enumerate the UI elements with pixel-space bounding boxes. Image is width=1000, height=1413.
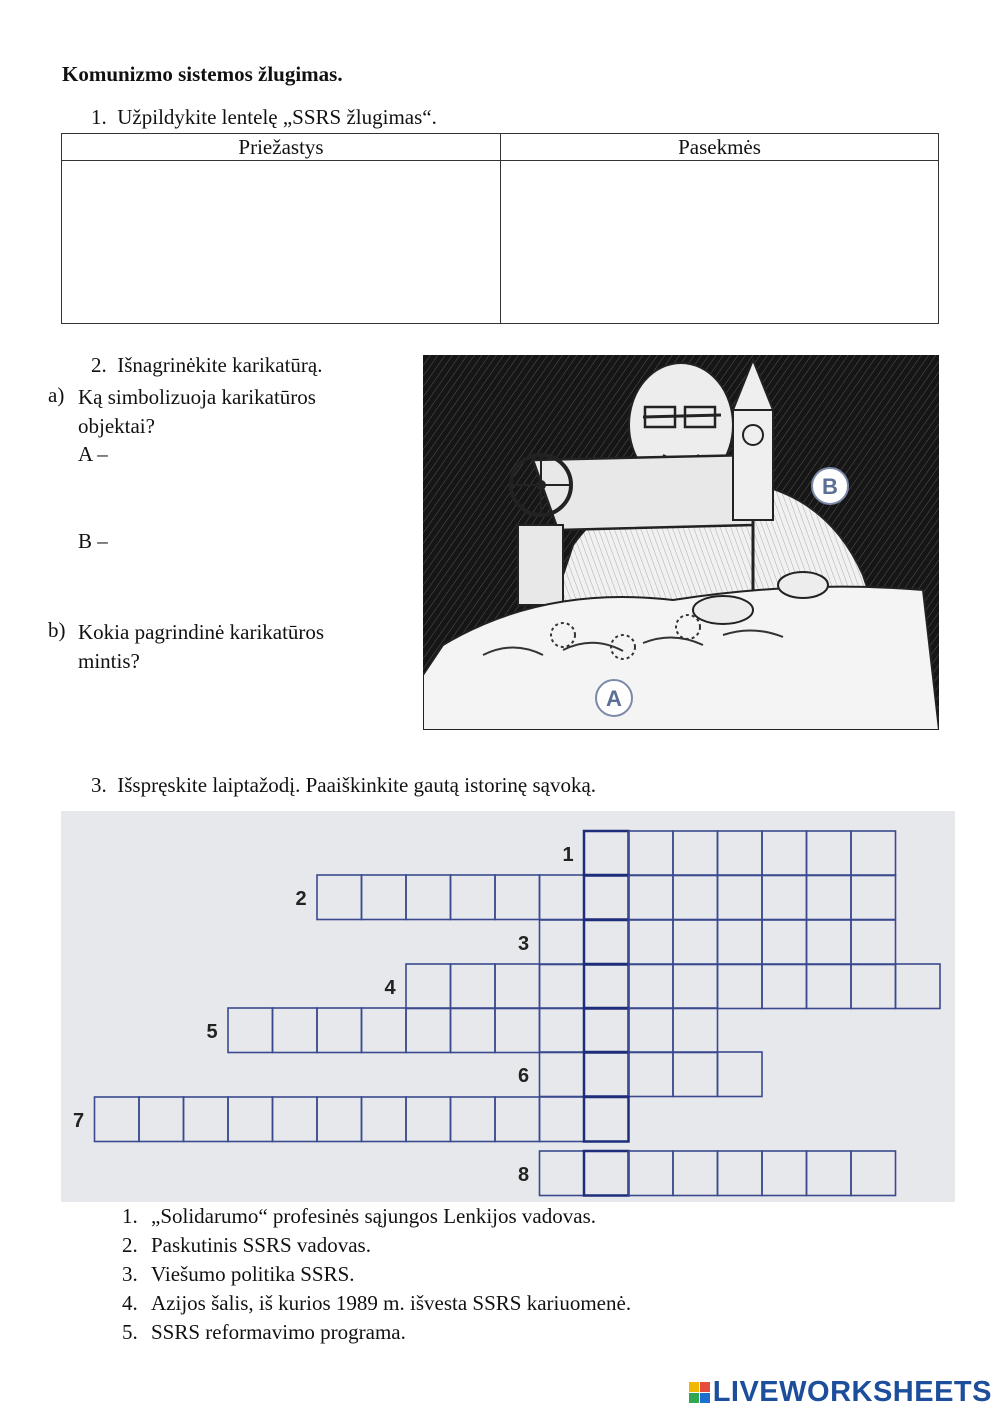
- page-title: Komunizmo sistemos žlugimas.: [62, 62, 343, 86]
- question-b-label: b): [48, 618, 66, 642]
- crossword-cell-row-8[interactable]: [807, 1151, 852, 1196]
- crossword-cell-row-7[interactable]: [540, 1097, 585, 1142]
- crossword-number-3: 3: [517, 933, 530, 955]
- crossword-cell-row-4[interactable]: [718, 964, 763, 1009]
- crossword-cell-row-4[interactable]: [406, 964, 451, 1009]
- clue-5: 5. SSRS reformavimo programa.: [122, 1320, 406, 1344]
- crossword-cell-row-6[interactable]: [629, 1052, 674, 1097]
- crossword-number-4: 4: [384, 977, 396, 999]
- crossword-cell-row-7[interactable]: [406, 1097, 451, 1142]
- crossword-number-1: 1: [562, 844, 574, 866]
- crossword-number-6: 6: [517, 1065, 530, 1087]
- crossword-number-2: 2: [295, 888, 307, 910]
- crossword-cell-row-6[interactable]: [584, 1052, 629, 1097]
- crossword-cell-row-2[interactable]: [718, 875, 763, 920]
- crossword-cell-row-7[interactable]: [362, 1097, 407, 1142]
- crossword-cell-row-4[interactable]: [807, 964, 852, 1009]
- crossword-cell-row-5[interactable]: [673, 1008, 718, 1053]
- task-3-text: Išspręskite laiptažodį. Paaiškinkite gautą istorinę sąvoką.: [117, 773, 597, 797]
- task-2-number: 2.: [91, 353, 107, 377]
- crossword-cell-row-7[interactable]: [495, 1097, 540, 1142]
- crossword-number-7: 7: [72, 1110, 85, 1132]
- task-3-number: 3.: [91, 773, 107, 797]
- crossword-cell-row-8[interactable]: [718, 1151, 763, 1196]
- crossword-cell-row-2[interactable]: [317, 875, 362, 920]
- crossword-cell-row-3[interactable]: [807, 920, 852, 965]
- causes-answer-cell[interactable]: [62, 161, 501, 324]
- crossword-cell-row-2[interactable]: [584, 875, 629, 920]
- crossword-cell-row-3[interactable]: [762, 920, 807, 965]
- table-header-causes: Priežastys: [62, 134, 501, 161]
- crossword-cell-row-4[interactable]: [762, 964, 807, 1009]
- crossword-cell-row-4[interactable]: [584, 964, 629, 1009]
- crossword-cell-row-1[interactable]: [718, 831, 763, 876]
- crossword-cell-row-7[interactable]: [317, 1097, 362, 1142]
- crossword-cell-row-7[interactable]: [139, 1097, 184, 1142]
- crossword-cell-row-2[interactable]: [673, 875, 718, 920]
- crossword-cell-row-7[interactable]: [584, 1097, 629, 1142]
- brand-name: LIVEWORKSHEETS: [712, 1376, 992, 1408]
- crossword-cell-row-3[interactable]: [540, 920, 585, 965]
- task-1-heading: [91, 105, 437, 130]
- table-header-consequences: Pasekmės: [501, 134, 939, 161]
- crossword-cell-row-4[interactable]: [540, 964, 585, 1009]
- clue-1: 1. „Solidarumo“ profesinės sąjungos Lenkijos vadovas.: [122, 1204, 596, 1228]
- clue-4: 4. Azijos šalis, iš kurios 1989 m. išvesta SSRS kariuomenė.: [122, 1291, 632, 1315]
- crossword-cell-row-5[interactable]: [495, 1008, 540, 1053]
- crossword-cell-row-2[interactable]: [495, 875, 540, 920]
- crossword-cell-row-5[interactable]: [228, 1008, 273, 1053]
- crossword-cell-row-8[interactable]: [762, 1151, 807, 1196]
- crossword-cell-row-6[interactable]: [540, 1052, 585, 1097]
- question-a-label: a): [48, 383, 65, 407]
- crossword-cell-row-2[interactable]: [762, 875, 807, 920]
- crossword-cell-row-4[interactable]: [495, 964, 540, 1009]
- crossword-cell-row-1[interactable]: [851, 831, 896, 876]
- crossword-cell-row-5[interactable]: [451, 1008, 496, 1053]
- crossword-cell-row-4[interactable]: [896, 964, 941, 1009]
- crossword-cell-row-2[interactable]: [629, 875, 674, 920]
- crossword-cell-row-1[interactable]: [807, 831, 852, 876]
- cartoon-image: [423, 355, 939, 730]
- question-b-text: Kokia pagrindinė karikatūros mintis?: [78, 620, 325, 673]
- crossword-cell-row-4[interactable]: [629, 964, 674, 1009]
- crossword-cell-row-5[interactable]: [273, 1008, 318, 1053]
- cartoon-drawing: [423, 355, 939, 730]
- consequences-answer-cell[interactable]: [501, 161, 939, 324]
- marker-a-label: A: [606, 686, 622, 711]
- crossword-cell-row-8[interactable]: [629, 1151, 674, 1196]
- crossword-cell-row-4[interactable]: [851, 964, 896, 1009]
- crossword-cell-row-7[interactable]: [228, 1097, 273, 1142]
- crossword-cell-row-7[interactable]: [95, 1097, 140, 1142]
- task-3-heading: [91, 773, 596, 798]
- crossword-cell-row-8[interactable]: [851, 1151, 896, 1196]
- causes-consequences-table: [61, 133, 939, 324]
- task-1-number: 1.: [91, 105, 107, 129]
- crossword-cell-row-3[interactable]: [851, 920, 896, 965]
- crossword-cell-row-3[interactable]: [584, 920, 629, 965]
- task-1-text: Užpildykite lentelę „SSRS žlugimas“.: [117, 105, 437, 129]
- marker-a: [596, 680, 632, 716]
- crossword-cell-row-2[interactable]: [451, 875, 496, 920]
- crossword-cell-row-5[interactable]: [362, 1008, 407, 1053]
- crossword-cell-row-4[interactable]: [451, 964, 496, 1009]
- crossword-cell-row-5[interactable]: [584, 1008, 629, 1053]
- question-a-text: Ką simbolizuoja karikatūros objektai?: [78, 385, 316, 438]
- logo-icon: [689, 1382, 710, 1403]
- crossword-grid: [61, 811, 955, 1202]
- liveworksheets-logo[interactable]: [689, 1376, 992, 1409]
- crossword-cell-row-1[interactable]: [762, 831, 807, 876]
- crossword: [61, 811, 955, 1202]
- crossword-cell-row-7[interactable]: [273, 1097, 318, 1142]
- crossword-number-5: 5: [206, 1021, 218, 1043]
- marker-b: [812, 468, 848, 504]
- crossword-cell-row-5[interactable]: [540, 1008, 585, 1053]
- crossword-cell-row-5[interactable]: [317, 1008, 362, 1053]
- clue-3: 3. Viešumo politika SSRS.: [122, 1262, 355, 1286]
- crossword-cell-row-6[interactable]: [718, 1052, 763, 1097]
- crossword-cell-row-4[interactable]: [673, 964, 718, 1009]
- crossword-cell-row-7[interactable]: [184, 1097, 229, 1142]
- crossword-cell-row-2[interactable]: [807, 875, 852, 920]
- crossword-cell-row-3[interactable]: [629, 920, 674, 965]
- crossword-cell-row-6[interactable]: [673, 1052, 718, 1097]
- clue-2: 2. Paskutinis SSRS vadovas.: [122, 1233, 371, 1257]
- crossword-cell-row-5[interactable]: [629, 1008, 674, 1053]
- answer-a-label: A –: [78, 442, 108, 466]
- crossword-cell-row-2[interactable]: [540, 875, 585, 920]
- crossword-cell-row-2[interactable]: [851, 875, 896, 920]
- crossword-cell-row-5[interactable]: [406, 1008, 451, 1053]
- crossword-cell-row-1[interactable]: [584, 831, 629, 876]
- answer-b-label: B –: [78, 529, 108, 553]
- crossword-cell-row-3[interactable]: [673, 920, 718, 965]
- task-2-text: Išnagrinėkite karikatūrą.: [117, 353, 323, 377]
- crossword-cell-row-8[interactable]: [540, 1151, 585, 1196]
- crossword-number-8: 8: [517, 1164, 530, 1186]
- crossword-cell-row-2[interactable]: [362, 875, 407, 920]
- crossword-cell-row-8[interactable]: [584, 1151, 629, 1196]
- crossword-cell-row-2[interactable]: [406, 875, 451, 920]
- task-2-heading: [91, 353, 323, 378]
- marker-b-label: B: [822, 474, 838, 499]
- crossword-cell-row-7[interactable]: [451, 1097, 496, 1142]
- crossword-cell-row-1[interactable]: [629, 831, 674, 876]
- crossword-cell-row-1[interactable]: [673, 831, 718, 876]
- crossword-cell-row-3[interactable]: [718, 920, 763, 965]
- crossword-cell-row-8[interactable]: [673, 1151, 718, 1196]
